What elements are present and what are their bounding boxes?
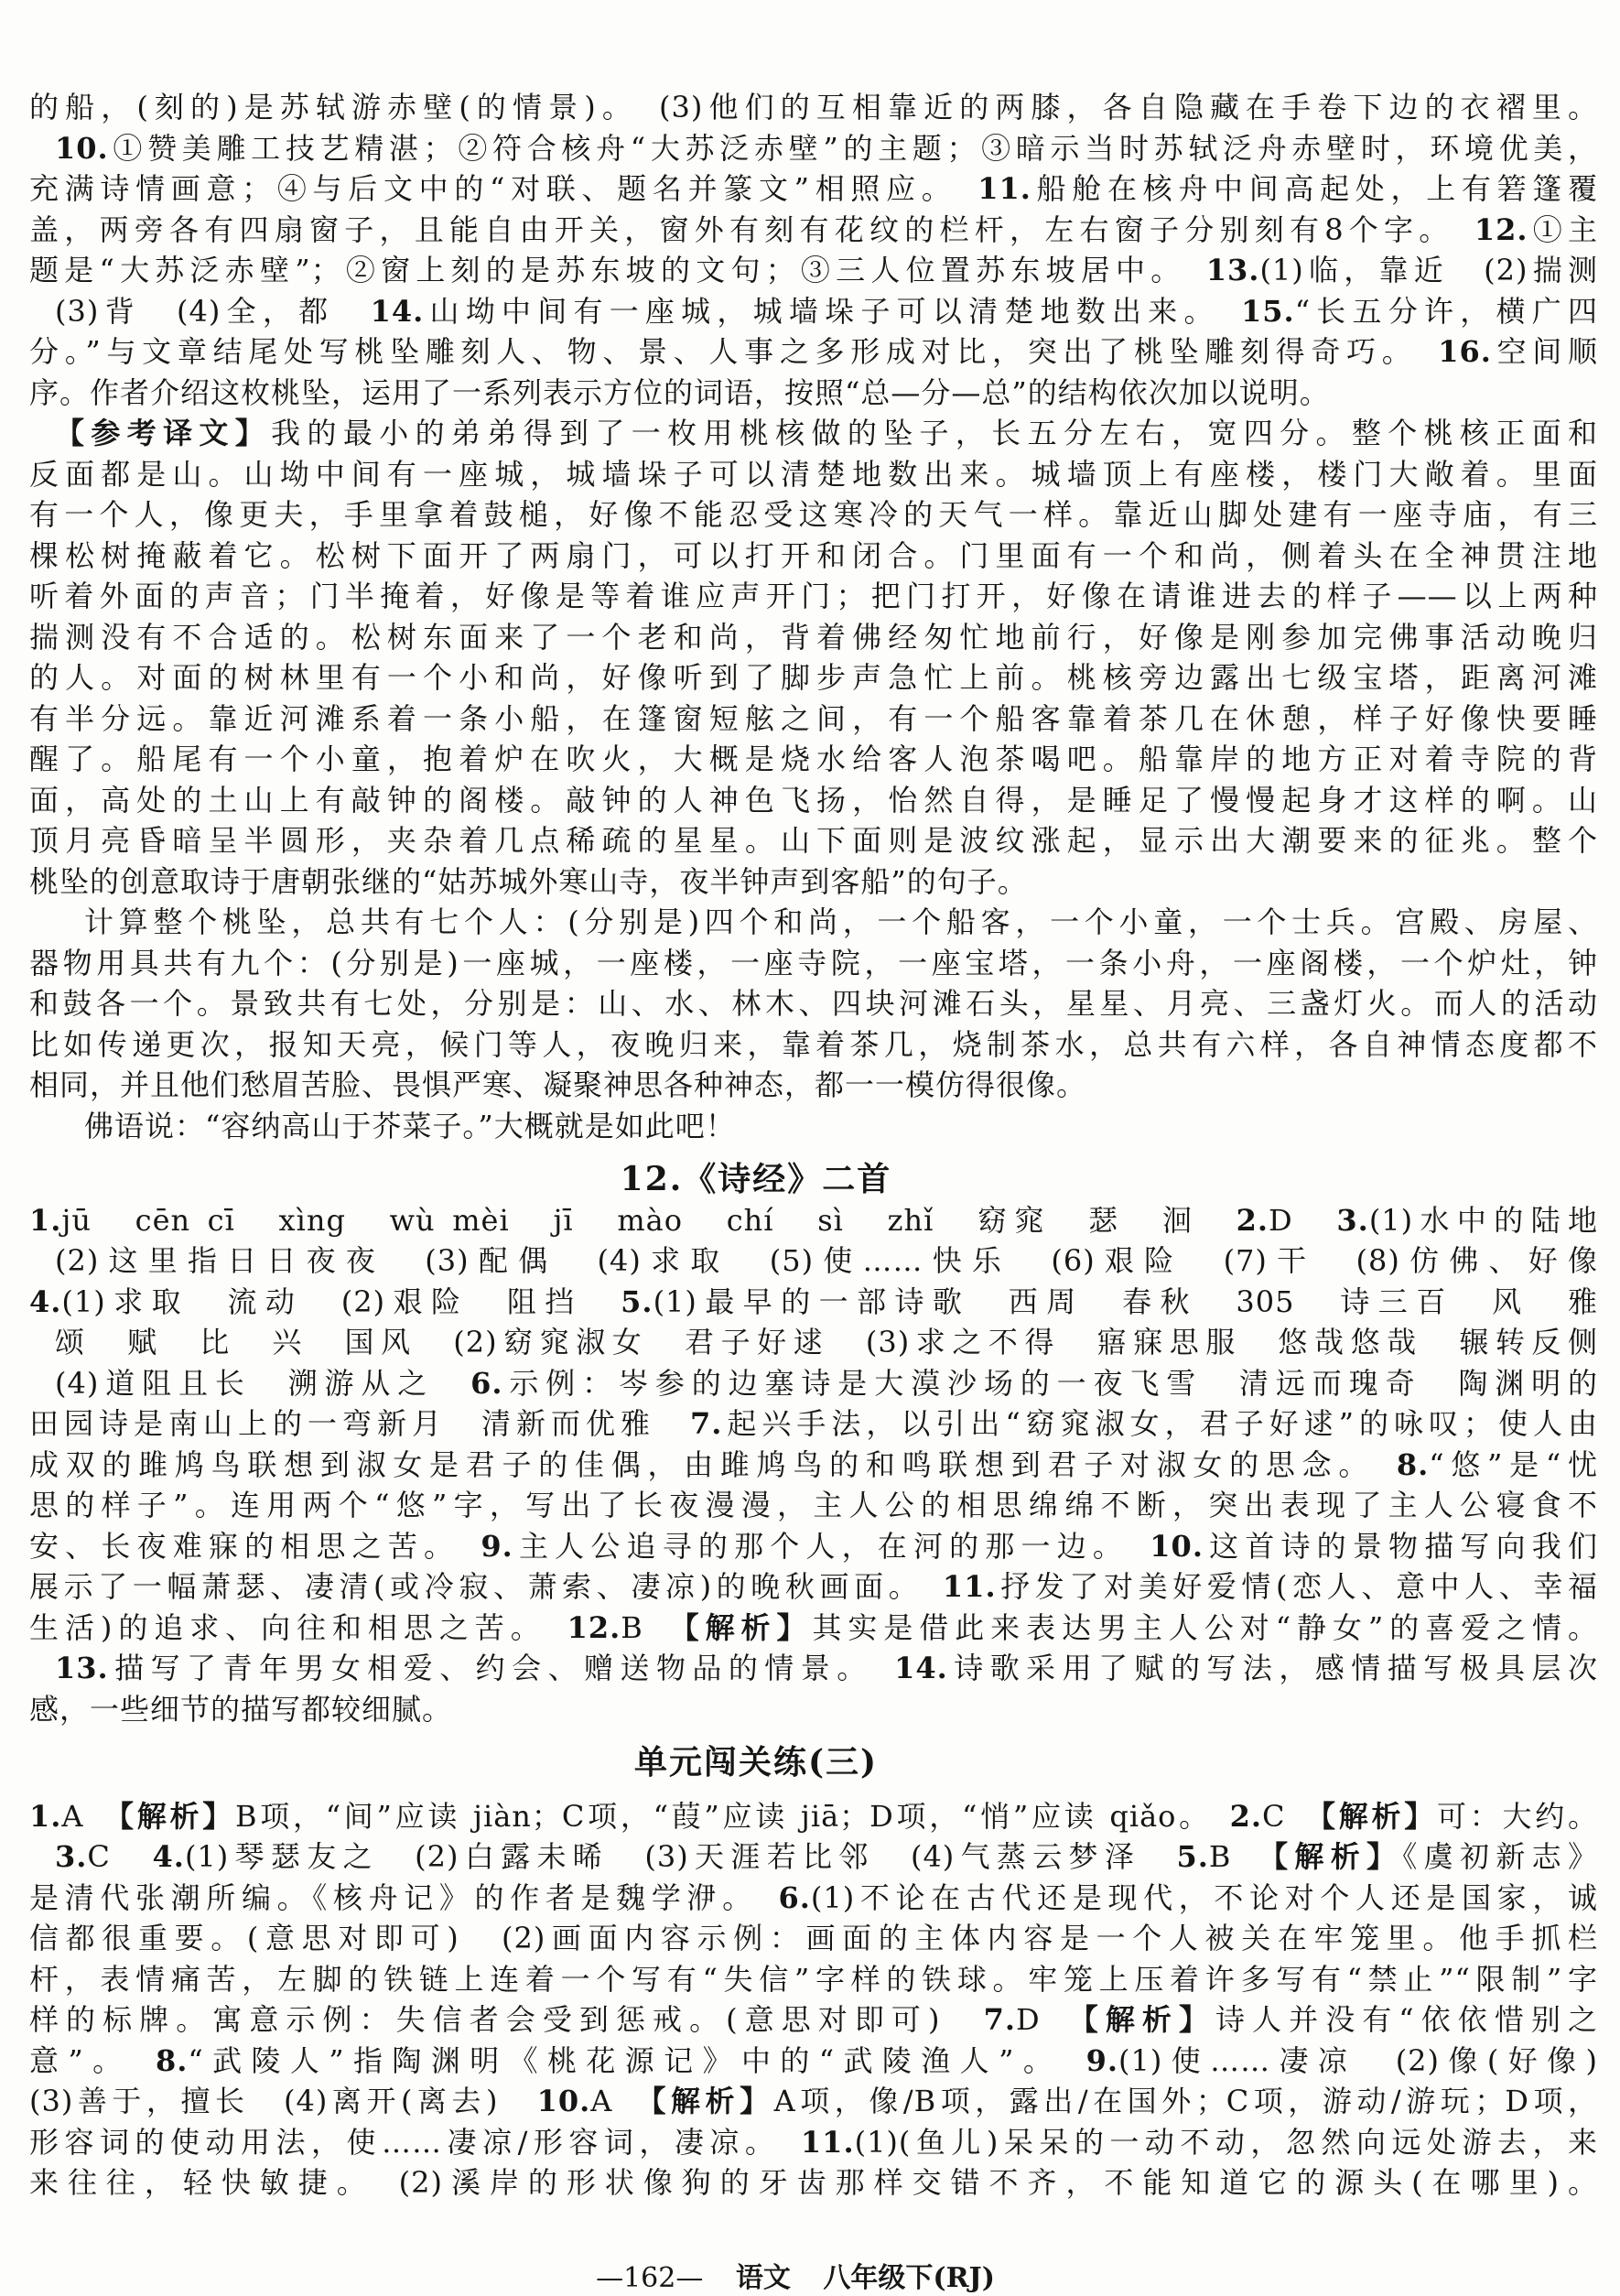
- question-number: 11.: [977, 171, 1031, 206]
- text-line: 比如传递更次，报知天亮，候门等人，夜晚归来，靠着茶几，烧制茶水，总共有六样，各自神情态度都不: [29, 1026, 1598, 1062]
- question-number: 13.: [1205, 253, 1260, 287]
- question-number: 12.: [1474, 211, 1528, 247]
- text-line: 序。作者介绍这枚桃坠，运用了一系列表示方位的词语，按照“总—分—总”的结构依次加以说明。: [29, 374, 1330, 410]
- text-line: 听着外面的声音；门半掩着，好像是等着谁应声开门；把门打开，好像在请谁进去的样子——以上两种: [29, 579, 1598, 613]
- text-line: 相同，并且他们愁眉苦脸、畏惧严寒、凝聚神思各种神态，都一一模仿得很像。: [29, 1067, 1087, 1102]
- question-number: 9.: [481, 1528, 513, 1564]
- question-number: 4.: [29, 1283, 62, 1319]
- text-line: 感，一些细节的描写都较细腻。: [29, 1691, 453, 1727]
- page-number: —162—: [596, 2262, 704, 2294]
- text-line: 有一个人，像更夫，手里拿着鼓槌，好像不能忍受这寒冷的天气一样。靠近山脚处建有一座寺庙，有三: [29, 497, 1598, 532]
- text-line: 桃坠的创意取诗于唐朝张继的“姑苏城外寒山寺，夜半钟声到客船”的句子。: [29, 863, 1028, 899]
- text-line: (3)背 (4)全，都 14.山坳中间有一座城，城墙垛子可以清楚地数出来。 15.“长五分许，横广四: [55, 293, 1598, 329]
- question-number: 2.: [1229, 1798, 1263, 1834]
- reference-translation-block: [29, 413, 1598, 1146]
- question-number: 11.: [800, 2124, 855, 2160]
- question-number: 6.: [778, 1879, 811, 1915]
- unit-test-answers-block: [29, 1796, 1598, 2204]
- question-number: 5.: [1176, 1839, 1209, 1874]
- text-line: 杆，表情痛苦，左脚的铁链上连着一个写有“失信”字样的铁球。牢笼上压着许多写有“禁止”“限制”字: [29, 1961, 1598, 1997]
- text-line: 田园诗是南山上的一弯新月 清新而优雅 7.起兴手法，以引出“窈窕淑女，君子好逑”的咏叹；使人由: [29, 1406, 1598, 1441]
- text-line: 揣测没有不合适的。松树东面来了一个老和尚，背着佛经匆忙地前行，好像是刚参加完佛事活动晚归: [29, 619, 1598, 655]
- bold-label: 【解析】: [1321, 1798, 1437, 1834]
- text-line: 【参考译文】我的最小的弟弟得到了一枚用桃核做的坠子，长五分左右，宽四分。整个桃核正面和: [55, 416, 1598, 450]
- question-number: 10.: [1150, 1528, 1204, 1564]
- text-line: 意”。 8.“武陵人”指陶渊明《桃花源记》中的“武陵渔人”。 9.(1)使……凄凉 (2)像(好像): [29, 2042, 1598, 2078]
- question-number: 1.: [29, 1798, 62, 1834]
- text-line: 充满诗情画意；④与后文中的“对联、题名并篆文”相照应。 11.船舱在核舟中间高起处，上有箬篷覆: [29, 171, 1598, 206]
- text-line: 10.①赞美雕工技艺精湛；②符合核舟“大苏泛赤壁”的主题；③暗示当时苏轼泛舟赤壁时，环境优美，: [55, 130, 1598, 166]
- text-line: 3.C 4.(1)琴瑟友之 (2)白露未晞 (3)天涯若比邻 (4)气蒸云梦泽 5.B 【解析】《虞初新志》: [55, 1839, 1598, 1874]
- text-line: 样的标牌。寓意示例：失信者会受到惩戒。(意思对即可) 7.D 【解析】诗人并没有“依依惜别之: [29, 2002, 1598, 2037]
- question-number: 8.: [155, 2042, 189, 2078]
- text-line: 的人。对面的树林里有一个小和尚，好像听到了脚步声急忙上前。桃核旁边露出七级宝塔，距离河滩: [29, 660, 1598, 695]
- text-line: 器物用具共有九个：(分别是)一座城，一座楼，一座寺院，一座宝塔，一条小舟，一座阁楼，一个炉灶，钟: [29, 945, 1598, 980]
- text-line: 信都很重要。(意思对即可) (2)画面内容示例：画面的主体内容是一个人被关在牢笼里。他手抓栏: [29, 1921, 1598, 1955]
- text-line: 来往往，轻快敏捷。 (2)溪岸的形状像狗的牙齿那样交错不齐，不能知道它的源头(在哪里)。: [29, 2165, 1598, 2200]
- text-line: 是清代张潮所编。《核舟记》的作者是魏学洢。 6.(1)不论在古代还是现代，不论对个人还是国家，诚: [29, 1879, 1598, 1915]
- question-number: 6.: [470, 1365, 503, 1401]
- text-line: 顶月亮昏暗呈半圆形，夹杂着几点稀疏的星星。山下面则是波纹涨起，显示出大潮要来的征兆。整个: [29, 823, 1598, 858]
- question-number: 7.: [983, 2002, 1016, 2037]
- question-number: 12.: [567, 1609, 621, 1645]
- question-number: 2.: [1236, 1202, 1269, 1238]
- question-number: 8.: [1396, 1446, 1430, 1482]
- question-number: 3.: [55, 1839, 88, 1874]
- question-number: 16.: [1438, 334, 1492, 369]
- text-line: 分。”与文章结尾处写桃坠雕刻人、物、景、人事之多形成对比，突出了桃坠雕刻得奇巧。 16.空间顺: [29, 334, 1598, 369]
- subject-label: 语文: [735, 2262, 791, 2294]
- text-line: 的船，(刻的)是苏轼游赤壁(的情景)。 (3)他们的互相靠近的两膝，各自隐藏在手卷下边的衣褶里。: [29, 90, 1598, 125]
- text-line: 1.jū cēn cī xìng wù mèi jī mào chí sì zhǐ 窈窕 瑟 洄 2.D 3.(1)水中的陆地: [29, 1202, 1598, 1238]
- text-line: 4.(1)求取 流动 (2)艰险 阻挡 5.(1)最早的一部诗歌 西周 春秋 305 诗三百 风 雅: [29, 1283, 1598, 1319]
- bold-label: 【参考译文】: [55, 416, 272, 450]
- shijing-answers-block: [29, 1200, 1598, 1730]
- question-number: 1.: [29, 1202, 62, 1238]
- question-number: 14.: [370, 293, 425, 329]
- text-line: 成双的雎鸠鸟联想到淑女是君子的佳偶，由雎鸠鸟的和鸣联想到君子对淑女的思念。 8.“悠”是“忧: [29, 1446, 1598, 1482]
- question-number: 10.: [55, 130, 109, 166]
- bold-label: 【解析】: [119, 1798, 235, 1834]
- text-line: 计算整个桃坠，总共有七个人：(分别是)四个和尚，一个船客，一个小童，一个士兵。宫殿、房屋、: [84, 904, 1598, 939]
- question-number: 9.: [1085, 2042, 1119, 2078]
- question-number: 7.: [689, 1406, 723, 1441]
- text-line: 反面都是山。山坳中间有一座城，城墙垛子可以清楚地数出来。城墙顶上有座楼，楼门大敞着。里面: [29, 456, 1598, 492]
- question-number: 5.: [621, 1283, 653, 1319]
- bold-label: 【解析】: [684, 1609, 813, 1645]
- question-number: 4.: [152, 1839, 185, 1874]
- text-line: 13.描写了青年男女相爱、约会、赠送物品的情景。 14.诗歌采用了赋的写法，感情描写极具层次: [55, 1651, 1598, 1685]
- answer-page: [29, 87, 1598, 2204]
- question-number: 10.: [536, 2084, 591, 2118]
- bold-label: 【解析】: [651, 2084, 774, 2118]
- text-line: 形容词的使动用法，使……凄凉/形容词，凄凉。 11.(1)(鱼儿)呆呆的一动不动，忽然向远处游去，来: [29, 2124, 1598, 2160]
- text-line: 盖，两旁各有四扇窗子，且能自由开关，窗外有刻有花纹的栏杆，左右窗子分别刻有8个字。 12.①主: [29, 211, 1598, 247]
- text-line: (4)道阻且长 溯游从之 6.示例：岑参的边塞诗是大漠沙场的一夜飞雪 清远而瑰奇 陶渊明的: [55, 1365, 1598, 1401]
- text-line: 面，高处的土山上有敲钟的阁楼。敲钟的人神色飞扬，怡然自得，是睡足了慢慢起身才这样的啊。山: [29, 782, 1598, 818]
- text-line: 醒了。船尾有一个小童，抱着炉在吹火，大概是烧水给客人泡茶喝吧。船靠岸的地方正对着寺院的背: [29, 742, 1598, 776]
- text-line: 棵松树掩蔽着它。松树下面开了两扇门，可以打开和闭合。门里面有一个和尚，侧着头在全神贯注地: [29, 537, 1598, 573]
- section-title-shijing: 12.《诗经》二首: [620, 1160, 892, 1198]
- text-line: 有半分远。靠近河滩系着一条小船，在篷窗短舷之间，有一个船客靠着茶几在休憩，样子好像快要睡: [29, 700, 1598, 736]
- page-footer: [0, 2261, 1620, 2296]
- bold-label: 【解析】: [1273, 1839, 1403, 1874]
- question-number: 13.: [55, 1651, 109, 1685]
- text-line: 思的样子”。连用两个“悠”字，写出了长夜漫漫，主人公的相思绵绵不断，突出表现了主人公寝食不: [29, 1488, 1598, 1522]
- question-number: 3.: [1336, 1202, 1369, 1238]
- text-line: 颂 赋 比 兴 国风 (2)窈窕淑女 君子好逑 (3)求之不得 寤寐思服 悠哉悠哉 辗转反侧: [55, 1325, 1598, 1359]
- section-title-unit-test: 单元闯关练(三): [633, 1743, 879, 1782]
- question-number: 11.: [942, 1569, 997, 1604]
- text-line: 安、长夜难寐的相思之苦。 9.主人公追寻的那个人，在河的那一边。 10.这首诗的景物描写向我们: [29, 1528, 1598, 1564]
- text-line: 1.A 【解析】B项，“间”应读 jiàn；C项，“葭”应读 jiā；D项，“悄”应读 qiǎo。 2.C 【解析】可：大约。: [29, 1798, 1598, 1834]
- text-line: 展示了一幅萧瑟、凄清(或冷寂、萧索、凄凉)的晚秋画面。 11.抒发了对美好爱情(恋人、意中人、幸福: [29, 1569, 1598, 1604]
- bold-label: 【解析】: [1083, 2002, 1216, 2037]
- text-line: (2)这里指日日夜夜 (3)配偶 (4)求取 (5)使……快乐 (6)艰险 (7)干 (8)仿佛、好像: [55, 1243, 1598, 1278]
- grade-label: 八年级下(RJ): [823, 2262, 995, 2294]
- text-line: 佛语说：“容纳高山于芥菜子。”大概就是如此吧！: [84, 1108, 736, 1143]
- text-line: 题是“大苏泛赤壁”；②窗上刻的是苏东坡的文句；③三人位置苏东坡居中。 13.(1)临，靠近 (2)揣测: [29, 253, 1598, 287]
- question-number: 14.: [894, 1651, 948, 1685]
- text-line: (3)善于，擅长 (4)离开(离去) 10.A 【解析】A项，像/B项，露出/在国外；C项，游动/游玩；D项，: [29, 2084, 1598, 2118]
- text-line: 生活)的追求、向往和相思之苦。 12.B 【解析】其实是借此来表达男主人公对“静女”的喜爱之情。: [29, 1609, 1598, 1645]
- answers-continued-block: [29, 87, 1598, 413]
- text-line: 和鼓各一个。景致共有七处，分别是：山、水、林木、四块河滩石头，星星、月亮、三盏灯火。而人的活动: [29, 986, 1598, 1021]
- question-number: 15.: [1241, 293, 1295, 329]
